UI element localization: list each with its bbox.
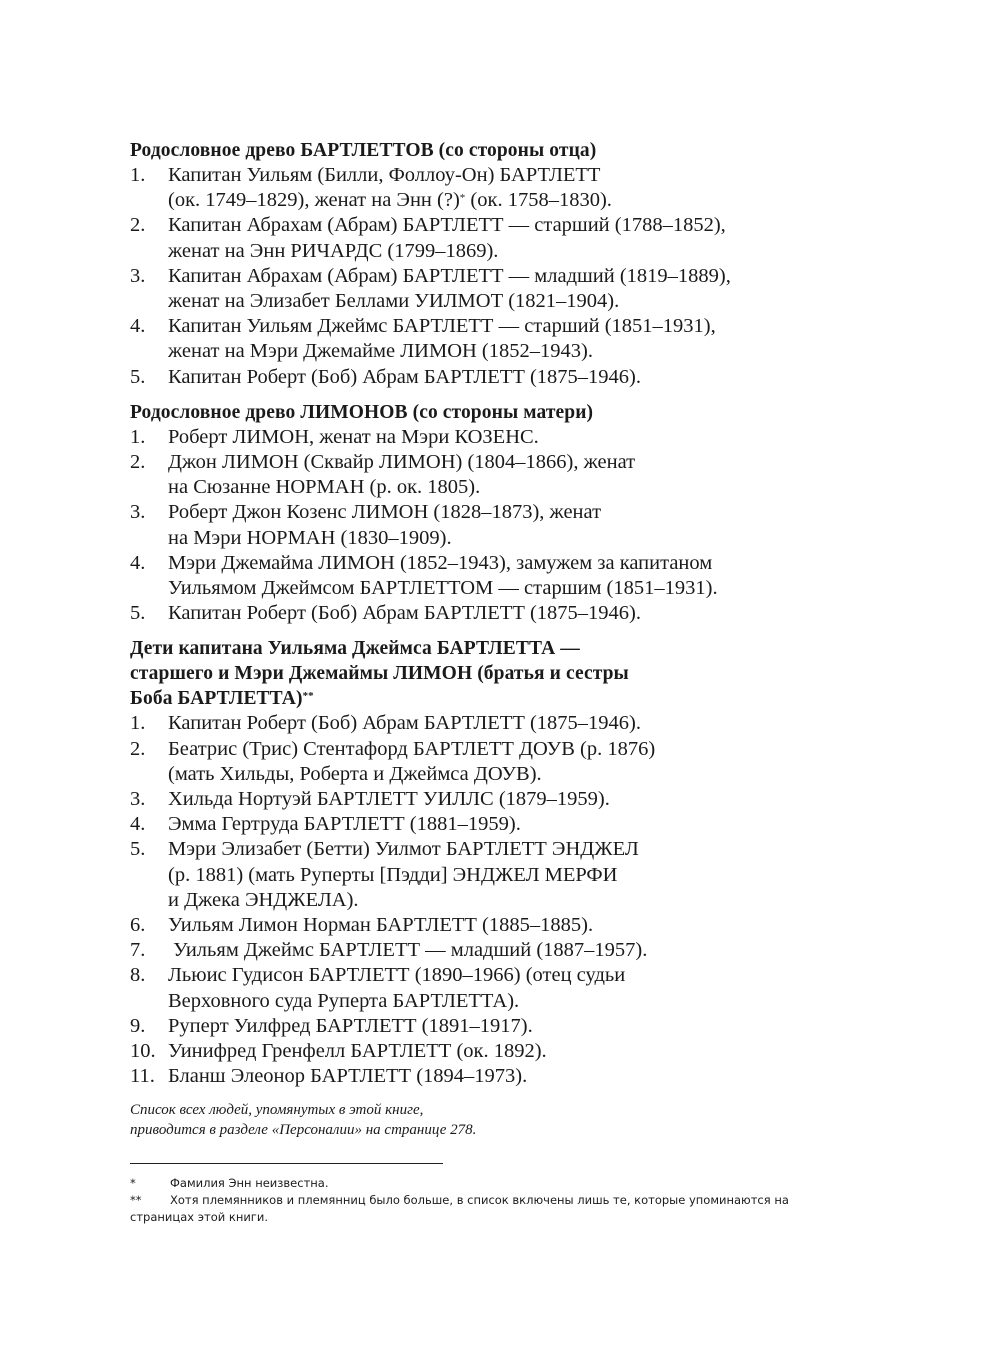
mother-tree-list bbox=[130, 425, 890, 627]
page-content bbox=[130, 138, 890, 1100]
footnote: * Фамилия Энн неизвестна. bbox=[130, 1176, 329, 1190]
list-item: 5. Капитан Роберт (Боб) Абрам БАРТЛЕТТ (1875–1946). bbox=[130, 602, 641, 625]
list-item: 4. Мэри Джемайма ЛИМОН (1852–1943), замужем за капитаном Уильямом Джеймсом БАРТЛЕТТОМ — старшим (1851–1931). bbox=[130, 551, 718, 600]
list-item: 9. Руперт Уилфред БАРТЛЕТТ (1891–1917). bbox=[130, 1014, 533, 1037]
list-item: 3. Роберт Джон Козенс ЛИМОН (1828–1873), женат на Мэри НОРМАН (1830–1909). bbox=[130, 501, 602, 549]
list-item: 5. Капитан Роберт (Боб) Абрам БАРТЛЕТТ (1875–1946). bbox=[130, 365, 641, 388]
children-heading: Дети капитана Уильяма Джеймса БАРТЛЕТТА — старшего и Мэри Джемаймы ЛИМОН (братья и сестры Боба БАРТЛЕТТА)** bbox=[130, 638, 629, 710]
people-index-note: Список всех людей, упомянутых в этой книге, приводится в разделе «Персоналии» на странице 278. bbox=[130, 1102, 477, 1138]
list-item: 10. Уинифред Гренфелл БАРТЛЕТТ (ок. 1892). bbox=[130, 1040, 547, 1063]
list-item: 2. Капитан Абрахам (Абрам) БАРТЛЕТТ — старший (1788–1852), женат на Энн РИЧАРДС (1799–1869). bbox=[130, 214, 726, 262]
list-item: 4. Эмма Гертруда БАРТЛЕТТ (1881–1959). bbox=[130, 813, 521, 836]
list-item: 1. Капитан Уильям (Билли, Фоллоу-Он) БАРТЛЕТТ (ок. 1749–1829), женат на Энн (?)* (ок. 1758–1830). bbox=[130, 164, 612, 212]
mother-tree-heading: Родословное древо ЛИМОНОВ (со стороны матери) bbox=[130, 401, 594, 423]
list-item: 1. Капитан Роберт (Боб) Абрам БАРТЛЕТТ (1875–1946). bbox=[130, 712, 641, 735]
list-item: 11. Бланш Элеонор БАРТЛЕТТ (1894–1973). bbox=[130, 1065, 528, 1088]
list-item: 2. Джон ЛИМОН (Сквайр ЛИМОН) (1804–1866), женат на Сюзанне НОРМАН (р. ок. 1805). bbox=[130, 451, 636, 499]
list-item: 8. Льюис Гудисон БАРТЛЕТТ (1890–1966) (отец судьи Верховного суда Руперта БАРТЛЕТТА). bbox=[130, 964, 626, 1012]
list-item: 4. Капитан Уильям Джеймс БАРТЛЕТТ — старший (1851–1931), женат на Мэри Джемайме ЛИМОН (1852–1943). bbox=[130, 315, 716, 363]
list-item: 7. Уильям Джеймс БАРТЛЕТТ — младший (1887–1957). bbox=[130, 939, 648, 962]
children-list bbox=[130, 711, 890, 1089]
list-item: 3. Капитан Абрахам (Абрам) БАРТЛЕТТ — младший (1819–1889), женат на Элизабет Беллами УИЛМОТ (1821–1904). bbox=[130, 264, 731, 313]
list-item: 1. Роберт ЛИМОН, женат на Мэри КОЗЕНС. bbox=[130, 425, 539, 448]
mother-tree-section bbox=[130, 400, 890, 627]
footnote-divider bbox=[130, 1163, 443, 1164]
list-item: 5. Мэри Элизабет (Бетти) Уилмот БАРТЛЕТТ ЭНДЖЕЛ (р. 1881) (мать Руперты [Пэдди] ЭНДЖЕЛ МЕРФИ и Джека ЭНДЖЕЛА). bbox=[130, 838, 639, 911]
list-item: 2. Беатрис (Трис) Стентафорд БАРТЛЕТТ ДОУВ (р. 1876) (мать Хильды, Роберта и Джеймса ДОУВ). bbox=[130, 737, 656, 785]
footnote: ** Хотя племянников и племянниц было больше, в список включены лишь те, которые упоминаются на страницах этой книги. bbox=[130, 1193, 789, 1224]
father-tree-list bbox=[130, 163, 890, 390]
list-item: 3. Хильда Нортуэй БАРТЛЕТТ УИЛЛС (1879–1959). bbox=[130, 788, 610, 811]
father-tree-section bbox=[130, 138, 890, 390]
footnote-ref: * bbox=[459, 192, 466, 205]
children-section bbox=[130, 636, 890, 1089]
footnote-ref: ** bbox=[302, 690, 314, 703]
footnotes bbox=[130, 1175, 830, 1226]
list-item: 6. Уильям Лимон Норман БАРТЛЕТТ (1885–1885). bbox=[130, 914, 594, 937]
father-tree-heading: Родословное древо БАРТЛЕТТОВ (со стороны отца) bbox=[130, 140, 597, 161]
